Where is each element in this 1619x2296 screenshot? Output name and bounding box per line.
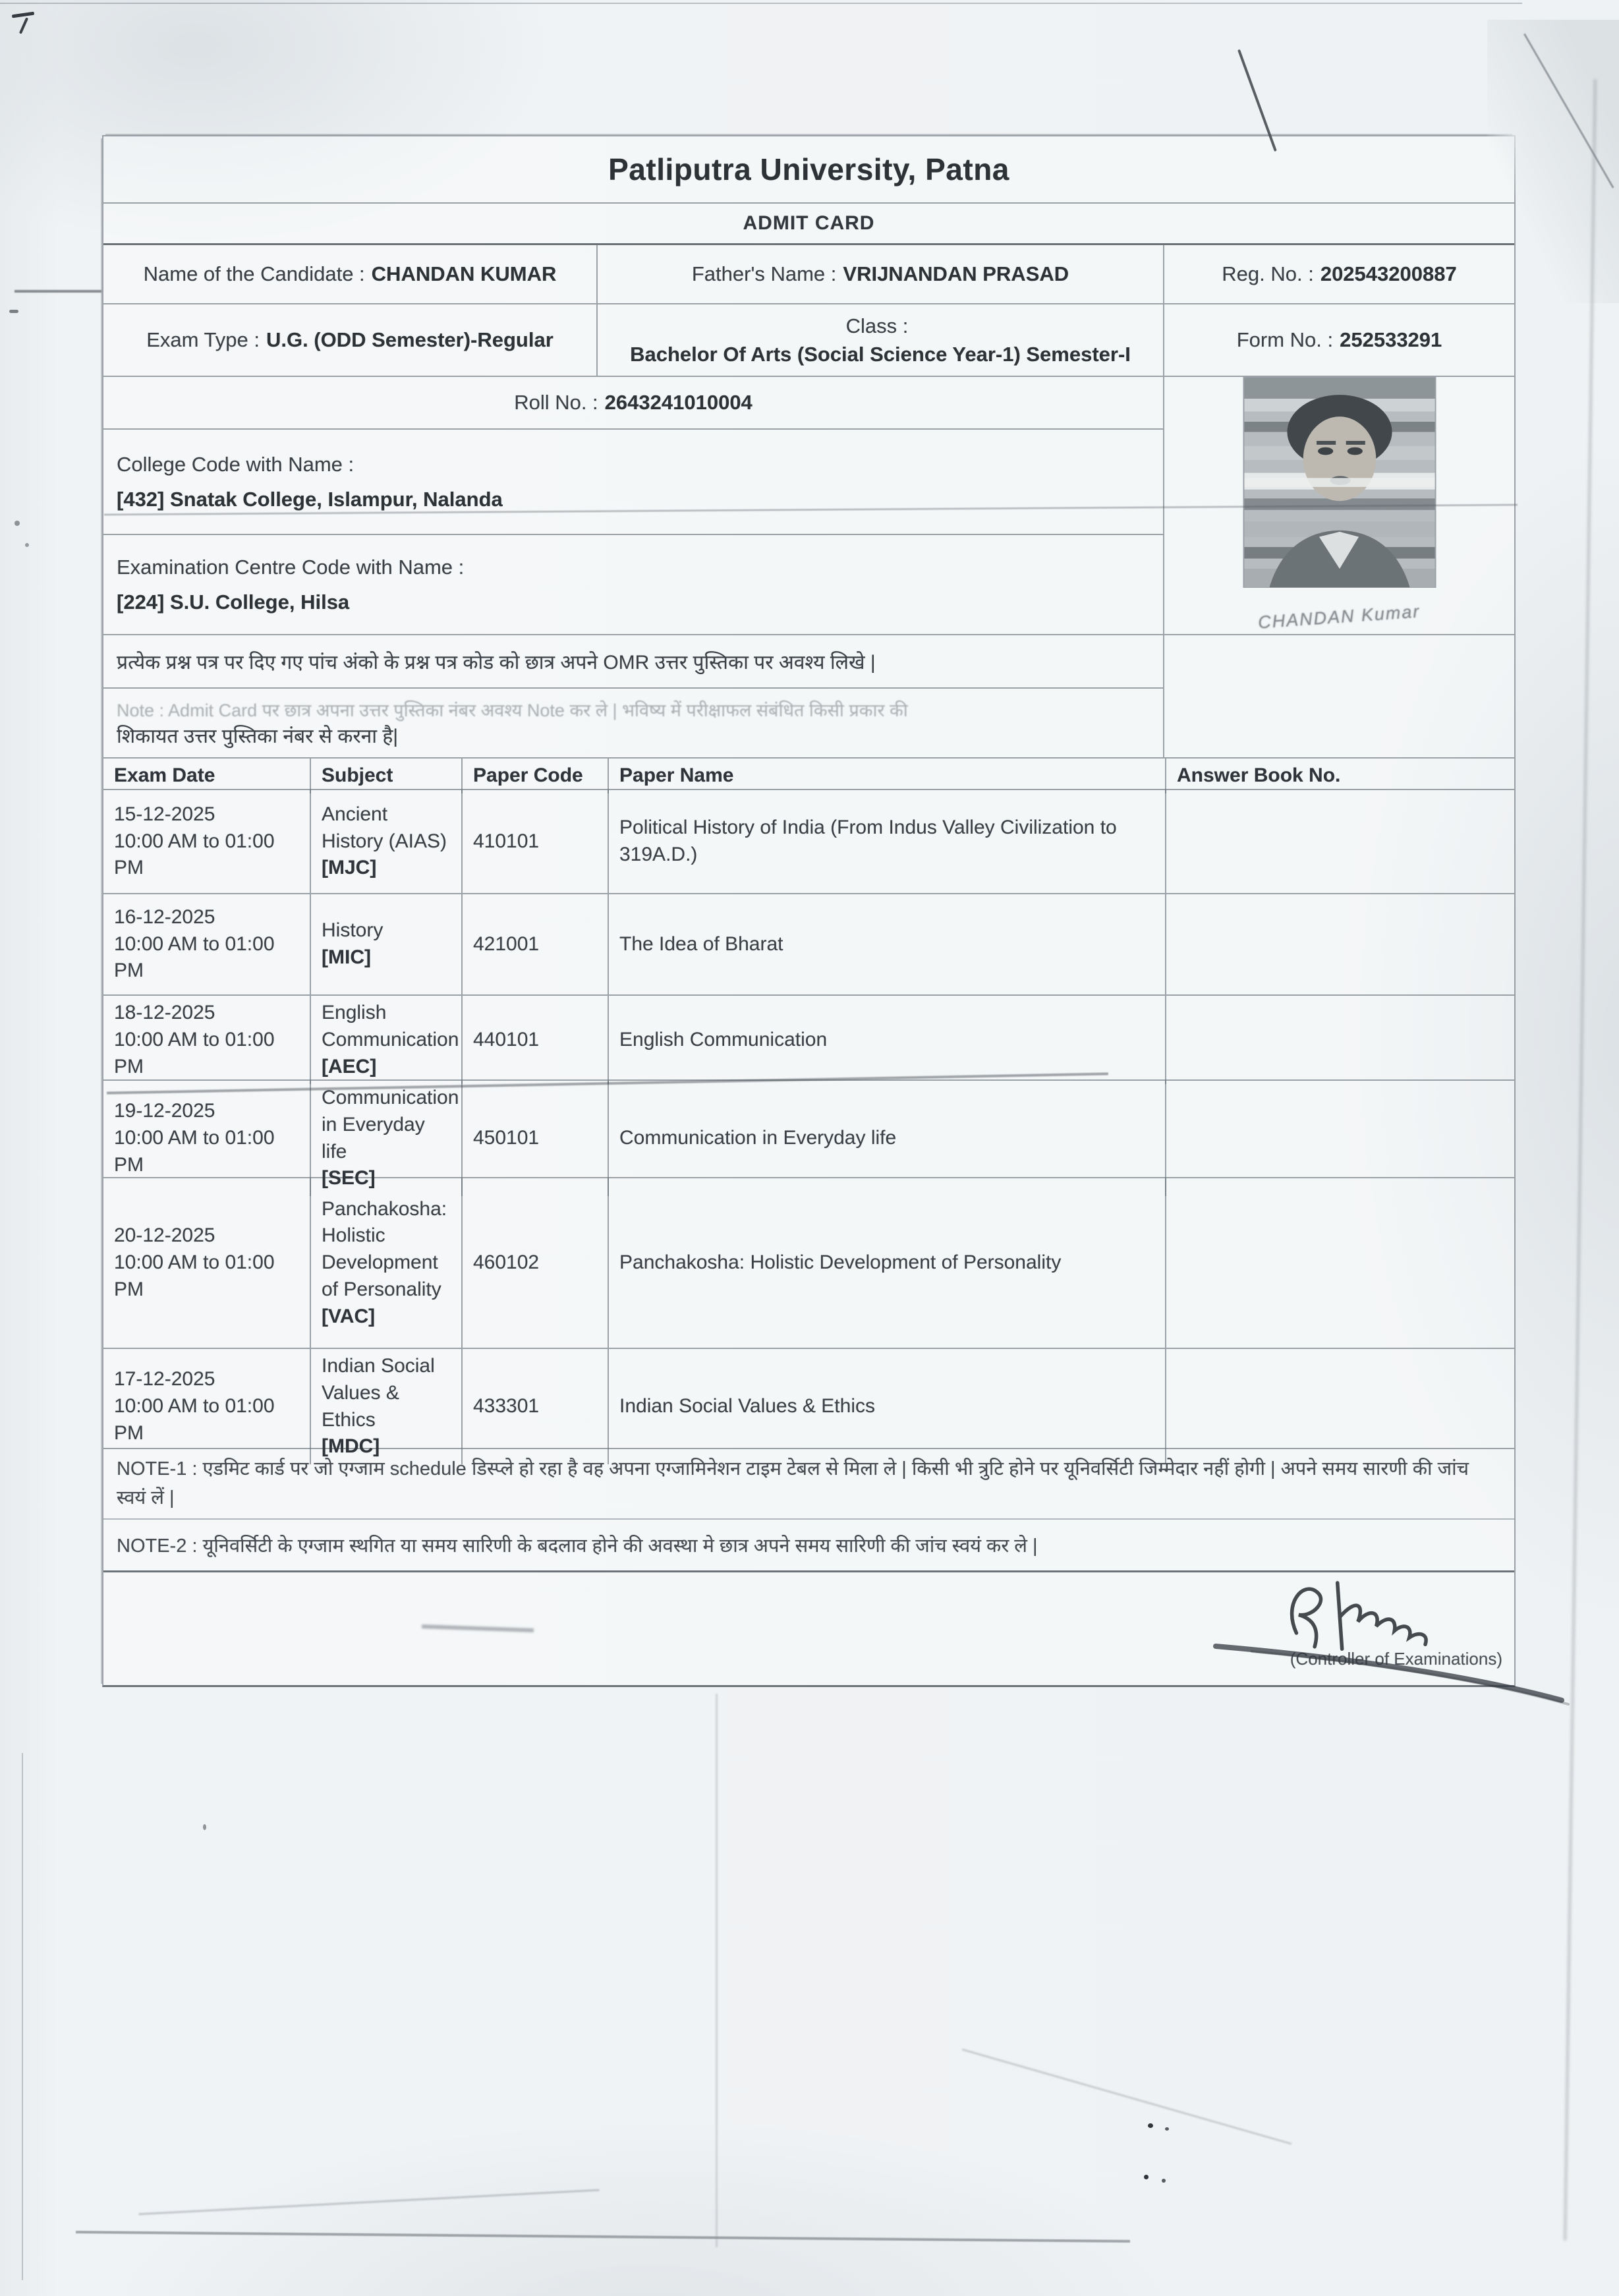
subject: Communication in Everyday life: [322, 1087, 459, 1162]
subject: English Communication: [322, 1002, 459, 1050]
paper-name-cell: [609, 1178, 1166, 1348]
exam-centre-cell: [103, 535, 1164, 634]
college-label: College Code with Name :: [117, 452, 355, 476]
paper-code-cell: [463, 1349, 609, 1464]
paper-code: 450101: [473, 1127, 540, 1149]
admit-card: [102, 135, 1516, 1687]
subject: History: [322, 919, 383, 942]
fold-crease-line: [1523, 34, 1614, 188]
signature-block: [103, 1572, 1514, 1693]
exam-date-cell: [103, 790, 311, 893]
subject: Ancient History (AIAS): [322, 803, 447, 852]
ink-mark-top-left-2: [19, 17, 28, 34]
subject-tag: [VAC]: [322, 1305, 376, 1327]
candidate-photo: [1241, 377, 1438, 588]
exam-time: 10:00 AM to 01:00 PM: [114, 1127, 275, 1176]
class-value: Bachelor Of Arts (Social Science Year-1) Semester-I: [630, 343, 1131, 366]
exam-date: 19-12-2025: [114, 1100, 215, 1122]
class-label: Class :: [845, 314, 909, 337]
paper-crease-bottom-2: [138, 2189, 599, 2216]
exam-time: 10:00 AM to 01:00 PM: [114, 1395, 275, 1444]
ink-speck: [1148, 2123, 1153, 2128]
exam-date: 20-12-2025: [114, 1224, 215, 1247]
exam-type-label: Exam Type :: [146, 328, 260, 352]
answer-book-cell: [1166, 894, 1514, 994]
answer-book-cell: [1166, 1178, 1514, 1348]
paper-name-cell: [609, 894, 1166, 994]
ink-mark-top-left: [12, 12, 34, 18]
subject: Panchakosha: Holistic Development of Personality: [322, 1197, 447, 1300]
subject-tag: [MIC]: [322, 946, 371, 968]
roll-no-cell: [103, 377, 1164, 430]
reg-no-label: Reg. No. :: [1222, 262, 1314, 286]
paper-crease-center-vertical: [716, 1694, 718, 2247]
exam-time: 10:00 AM to 01:00 PM: [114, 1028, 275, 1077]
exam-date-cell: [103, 1349, 311, 1464]
ink-speck: [9, 310, 18, 313]
paper-code-cell: [463, 996, 609, 1084]
candidate-name-cell: [103, 245, 598, 304]
college-cell: [103, 430, 1164, 535]
omr-instruction: [103, 635, 1164, 689]
paper-code-cell: [463, 1178, 609, 1348]
paper-code: 460102: [473, 1251, 540, 1274]
exam-date: 15-12-2025: [114, 803, 215, 825]
paper-crease-right-curve: [962, 2048, 1292, 2144]
table-row: [103, 790, 1514, 894]
schedule-header-row: [103, 759, 1514, 790]
father-name-value: VRIJNANDAN PRASAD: [843, 262, 1069, 286]
form-no-label: Form No. :: [1236, 328, 1334, 352]
paper-name: English Communication: [619, 1028, 828, 1050]
subject-cell: [311, 996, 463, 1084]
paper-crease-left: [14, 290, 101, 293]
candidate-name-value: CHANDAN KUMAR: [371, 262, 557, 286]
college-value: [432] Snatak College, Islampur, Nalanda: [117, 488, 503, 511]
faded-instruction-text: Note : Admit Card पर छात्र अपना उत्तर पुस्तिका नंबर अवश्य Note कर ले | भविष्य में परीक्षाफल संबंधित किसी प्रकार की: [117, 701, 908, 720]
roll-no-label: Roll No. :: [514, 391, 598, 415]
candidate-info-table: [103, 245, 1514, 635]
paper-name: The Idea of Bharat: [619, 933, 783, 955]
subject-tag: [MJC]: [322, 857, 377, 879]
exam-date: 18-12-2025: [114, 1002, 215, 1023]
answer-book-cell: [1166, 790, 1514, 893]
paper-code: 440101: [473, 1028, 540, 1050]
table-row: [103, 1178, 1514, 1349]
subject: Indian Social Values & Ethics: [322, 1355, 435, 1431]
header-exam-date: Exam Date: [103, 759, 311, 793]
header-paper-code: Paper Code: [463, 759, 609, 793]
answer-book-instruction: [103, 689, 1164, 757]
ink-speck: [14, 521, 20, 526]
answer-book-cell: [1166, 1349, 1514, 1464]
exam-date-cell: [103, 1178, 311, 1348]
omr-instruction-text: प्रत्येक प्रश्न पत्र पर दिए गए पांच अंको के प्रश्न पत्र कोड को छात्र अपने OMR उत्तर पुस्तिका पर अवश्य लिखे |: [117, 652, 876, 674]
class-cell: [598, 304, 1164, 377]
candidate-photo-signature: CHANDAN Kumar: [1257, 601, 1421, 633]
table-row: [103, 1349, 1514, 1458]
table-row: [103, 1081, 1514, 1190]
paper-name-cell: [609, 1349, 1166, 1464]
instructions-right-empty-cell: [1164, 635, 1514, 757]
controller-label: (Controller of Examinations): [1290, 1649, 1502, 1669]
paper-code: 421001: [473, 933, 540, 955]
exam-time: 10:00 AM to 01:00 PM: [114, 830, 275, 879]
subject-cell: [311, 790, 463, 893]
reg-no-cell: [1164, 245, 1514, 304]
table-row: [103, 996, 1514, 1081]
header-subject: Subject: [311, 759, 463, 793]
paper-name-cell: [609, 996, 1166, 1084]
father-name-label: Father's Name :: [691, 262, 837, 286]
paper-code-cell: [463, 894, 609, 994]
exam-date-cell: [103, 894, 311, 994]
paper-code: 433301: [473, 1395, 540, 1418]
paper-crease-right-edge: [1564, 79, 1597, 2241]
scan-edge-top: [0, 3, 1522, 4]
footer-note-1: [103, 1449, 1514, 1520]
exam-date-cell: [103, 996, 311, 1084]
exam-time: 10:00 AM to 01:00 PM: [114, 1251, 275, 1300]
exam-time: 10:00 AM to 01:00 PM: [114, 933, 275, 982]
exam-type-cell: [103, 304, 598, 377]
header-paper-name: Paper Name: [609, 759, 1166, 793]
subject-tag: [MDC]: [322, 1435, 380, 1458]
ink-speck: [1144, 2175, 1149, 2179]
paper-name: Communication in Everyday life: [619, 1127, 897, 1149]
subject-cell: [311, 894, 463, 994]
paper-name: Political History of India (From Indus Valley Civilization to 319A.D.): [619, 817, 1117, 865]
roll-no-value: 2643241010004: [604, 391, 753, 415]
paper-code: 410101: [473, 830, 540, 852]
answer-book-cell: [1166, 996, 1514, 1084]
university-title: Patliputra University, Patna: [608, 152, 1009, 187]
exam-date: 16-12-2025: [114, 905, 215, 928]
header-answer-book-no: Answer Book No.: [1177, 764, 1341, 786]
form-no-value: 252533291: [1340, 328, 1442, 352]
paper-crease-bottom: [76, 2231, 1130, 2243]
ink-speck: [1162, 2179, 1166, 2183]
father-name-cell: [598, 245, 1164, 304]
subject-cell: [311, 1178, 463, 1348]
card-title-row: [103, 204, 1514, 245]
exam-centre-value: [224] S.U. College, Hilsa: [117, 590, 350, 614]
paper-name: Indian Social Values & Ethics: [619, 1395, 875, 1418]
exam-type-value: U.G. (ODD Semester)-Regular: [266, 328, 554, 352]
ink-speck: [203, 1824, 206, 1830]
paper-name-cell: [609, 790, 1166, 893]
subject-tag: [AEC]: [322, 1055, 377, 1077]
exam-date: 17-12-2025: [114, 1368, 215, 1391]
form-no-cell: [1164, 304, 1514, 377]
subject-cell: [311, 1349, 463, 1464]
table-row: [103, 894, 1514, 996]
instructions-block: [103, 635, 1514, 759]
candidate-name-label: Name of the Candidate :: [143, 262, 365, 286]
paper-name: Panchakosha: Holistic Development of Personality: [619, 1251, 1062, 1274]
ink-speck: [25, 543, 29, 547]
exam-centre-label: Examination Centre Code with Name :: [117, 555, 465, 579]
footer-note-1-text: NOTE-1 : एडमिट कार्ड पर जो एग्जाम schedule डिस्प्ले हो रहा है वह अपना एग्जामिनेशन टाइम टेबल से मिला ले | किसी भी त्रुटि होने पर यूनिवर्सिटी जिम्मेदार नहीं होगी | अपने समय सारणी की जांच स्वयं लें |: [117, 1458, 1469, 1508]
university-header: [103, 136, 1514, 204]
paper-code-cell: [463, 790, 609, 893]
card-title: ADMIT CARD: [743, 212, 875, 234]
subject-tag: [SEC]: [322, 1167, 376, 1190]
footer-note-2-text: NOTE-2 : यूनिवर्सिटी के एग्जाम स्थगित या समय सारिणी के बदलाव होने की अवस्था मे छात्र अपने समय सारिणी की जांच स्वयं कर ले |: [117, 1535, 1038, 1557]
footer-note-2: [103, 1520, 1514, 1572]
reg-no-value: 202543200887: [1320, 262, 1457, 286]
scan-edge-left: [22, 1753, 23, 2280]
ink-speck: [1165, 2127, 1169, 2131]
candidate-photo-cell: [1164, 377, 1514, 634]
complaint-instruction-text: शिकायत उत्तर पुस्तिका नंबर से करना है|: [117, 726, 399, 747]
